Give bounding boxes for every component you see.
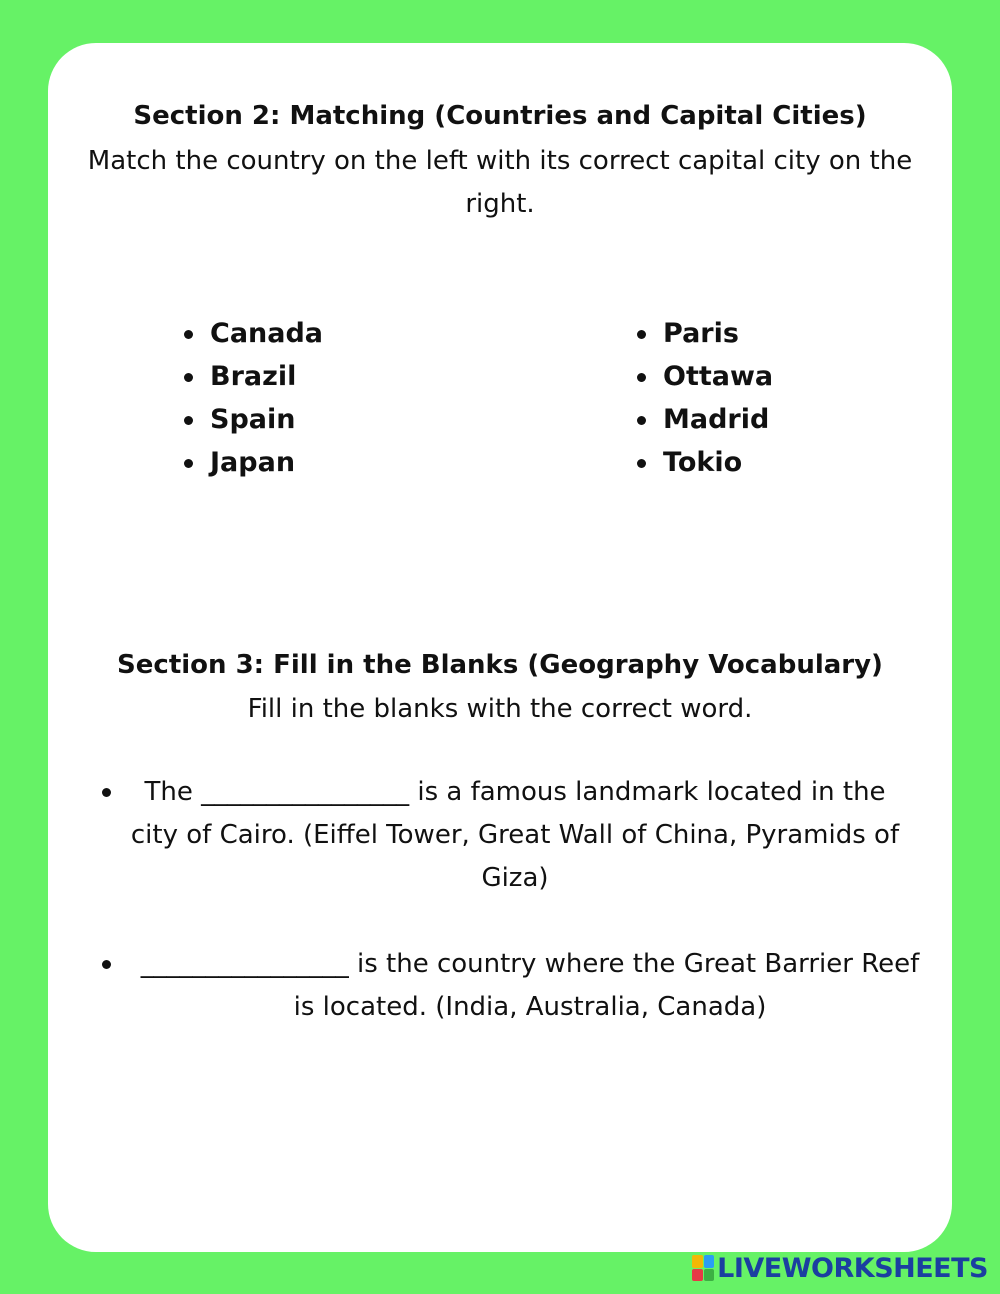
section-3-title: Section 3: Fill in the Blanks (Geography Vocabulary) (117, 650, 883, 680)
capitals-list (633, 312, 773, 484)
fill-in-text: The ________________ is a famous landmark located in the city of Cairo. (Eiffel Tower, Great Wall of China, Pyramids of Giza) (130, 777, 900, 893)
country-item: Japan (180, 441, 323, 484)
fill-in-item-2 (128, 943, 932, 1029)
brand-text: LIVEWORKSHEETS (717, 1252, 988, 1284)
country-item: Brazil (180, 355, 323, 398)
capital-item: Paris (633, 312, 773, 355)
countries-list (180, 312, 323, 484)
capital-item: Madrid (633, 398, 773, 441)
bullet-icon (102, 788, 111, 797)
country-item: Spain (180, 398, 323, 441)
bullet-icon (102, 960, 111, 969)
liveworksheets-logo-icon (692, 1255, 714, 1281)
capital-item: Tokio (633, 441, 773, 484)
capital-item: Ottawa (633, 355, 773, 398)
section-3-instructions: Fill in the blanks with the correct word. (247, 694, 753, 724)
section-2-instructions: Match the country on the left with its correct capital city on the right. (87, 146, 913, 219)
fill-in-text: ________________ is the country where the Great Barrier Reef is located. (India, Australia, Canada) (140, 949, 920, 1022)
country-item: Canada (180, 312, 323, 355)
worksheet-card (48, 43, 952, 1252)
liveworksheets-logo (692, 1252, 988, 1284)
section-2-title: Section 2: Matching (Countries and Capital Cities) (133, 101, 867, 131)
fill-in-item-1 (118, 771, 912, 900)
